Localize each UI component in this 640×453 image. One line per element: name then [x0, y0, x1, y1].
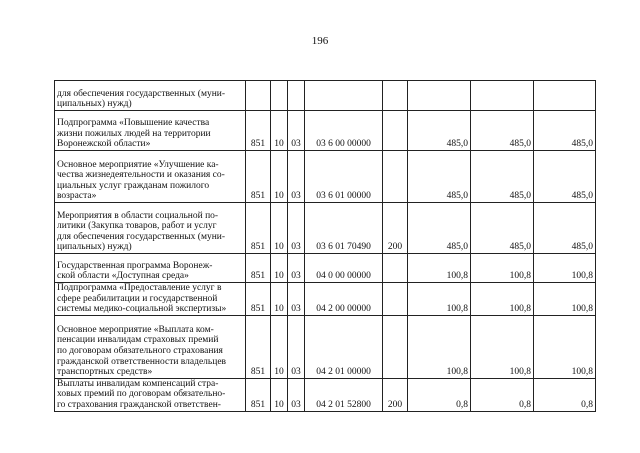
row-expense-type [383, 315, 408, 378]
row-subsection: 03 [288, 283, 305, 316]
row-code: 851 [246, 315, 271, 378]
row-section: 10 [271, 254, 288, 283]
row-amount-year2: 485,0 [471, 203, 534, 254]
table-row [55, 111, 596, 151]
row-target-code: 03 6 00 00000 [305, 111, 383, 151]
row-subsection [288, 81, 305, 111]
row-subsection: 03 [288, 378, 305, 411]
table-row [55, 151, 596, 203]
row-section: 10 [271, 315, 288, 378]
row-section: 10 [271, 283, 288, 316]
table-row [55, 378, 596, 411]
row-amount-year1: 485,0 [408, 203, 471, 254]
budget-table [54, 80, 596, 412]
row-amount-year3: 100,8 [534, 283, 596, 316]
row-subsection: 03 [288, 315, 305, 378]
row-section: 10 [271, 203, 288, 254]
row-section: 10 [271, 111, 288, 151]
row-name: Основное мероприятие «Выплата ком- пенсации инвалидам страховых премий по договорам обязательного страхования гражданской ответственности владельцев транспортных средств» [55, 315, 246, 378]
table-row [55, 203, 596, 254]
row-expense-type: 200 [383, 378, 408, 411]
row-section [271, 81, 288, 111]
row-name: Подпрограмма «Предоставление услуг в сфере реабилитации и государственной системы медико-социальной экспертизы» [55, 283, 246, 316]
row-amount-year1: 485,0 [408, 151, 471, 203]
row-subsection: 03 [288, 151, 305, 203]
row-amount-year3: 0,8 [534, 378, 596, 411]
row-name: Подпрограмма «Повышение качества жизни пожилых людей на территории Воронежской области» [55, 111, 246, 151]
table-row [55, 81, 596, 111]
row-amount-year3: 100,8 [534, 315, 596, 378]
row-amount-year3: 485,0 [534, 203, 596, 254]
row-code [246, 81, 271, 111]
row-amount-year2: 485,0 [471, 111, 534, 151]
row-amount-year1: 0,8 [408, 378, 471, 411]
row-section: 10 [271, 151, 288, 203]
row-amount-year3: 485,0 [534, 111, 596, 151]
row-target-code: 03 6 01 00000 [305, 151, 383, 203]
table-row [55, 283, 596, 316]
row-target-code: 03 6 01 70490 [305, 203, 383, 254]
row-expense-type [383, 283, 408, 316]
page-number: 196 [311, 35, 329, 47]
row-target-code: 04 2 01 52800 [305, 378, 383, 411]
row-amount-year1 [408, 81, 471, 111]
row-amount-year1: 485,0 [408, 111, 471, 151]
row-code: 851 [246, 254, 271, 283]
row-name: Государственная программа Воронеж- ской области «Доступная среда» [55, 254, 246, 283]
row-target-code: 04 2 01 00000 [305, 315, 383, 378]
table-row [55, 315, 596, 378]
row-target-code: 04 0 00 00000 [305, 254, 383, 283]
row-amount-year2: 100,8 [471, 254, 534, 283]
row-amount-year1: 100,8 [408, 283, 471, 316]
row-amount-year2: 0,8 [471, 378, 534, 411]
row-code: 851 [246, 151, 271, 203]
row-expense-type [383, 81, 408, 111]
row-amount-year3: 100,8 [534, 254, 596, 283]
row-expense-type [383, 111, 408, 151]
row-expense-type [383, 254, 408, 283]
row-name: Мероприятия в области социальной по- литики (Закупка товаров, работ и услуг для обеспечения государственных (муни- ципальных) нужд) [55, 203, 246, 254]
row-code: 851 [246, 283, 271, 316]
row-expense-type: 200 [383, 203, 408, 254]
row-amount-year3: 485,0 [534, 151, 596, 203]
row-amount-year2: 485,0 [471, 151, 534, 203]
row-amount-year1: 100,8 [408, 315, 471, 378]
row-expense-type [383, 151, 408, 203]
row-code: 851 [246, 203, 271, 254]
row-amount-year2 [471, 81, 534, 111]
row-code: 851 [246, 378, 271, 411]
row-subsection: 03 [288, 254, 305, 283]
row-name: Основное мероприятие «Улучшение ка- чества жизнедеятельности и оказания со- циальных услуг гражданам пожилого возраста» [55, 151, 246, 203]
row-amount-year2: 100,8 [471, 283, 534, 316]
row-target-code: 04 2 00 00000 [305, 283, 383, 316]
row-amount-year1: 100,8 [408, 254, 471, 283]
row-amount-year2: 100,8 [471, 315, 534, 378]
table-row [55, 254, 596, 283]
row-name: для обеспечения государственных (муни- ципальных) нужд) [55, 81, 246, 111]
row-amount-year3 [534, 81, 596, 111]
row-target-code [305, 81, 383, 111]
row-code: 851 [246, 111, 271, 151]
row-section: 10 [271, 378, 288, 411]
row-subsection: 03 [288, 203, 305, 254]
row-name: Выплаты инвалидам компенсаций стра- ховых премий по договорам обязательно- го страхования гражданской ответствен- [55, 378, 246, 411]
row-subsection: 03 [288, 111, 305, 151]
